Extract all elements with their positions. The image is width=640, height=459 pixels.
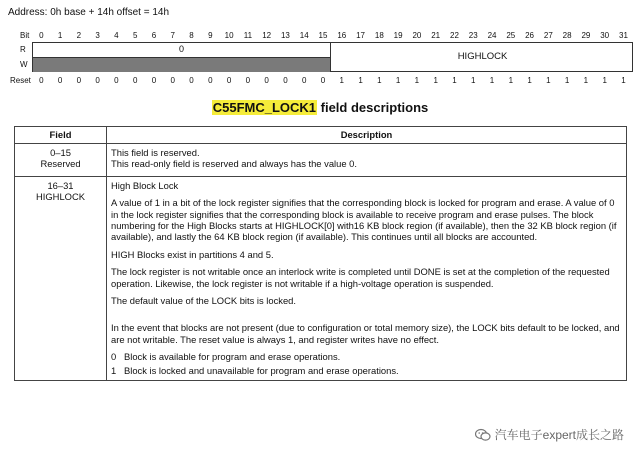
reset-value: 1 [452, 76, 457, 85]
reset-value: 0 [76, 76, 82, 85]
bit-number: 14 [299, 31, 309, 40]
reset-value: 0 [283, 76, 288, 85]
field-range: 16–31 [47, 179, 74, 191]
reset-value: 1 [583, 76, 589, 85]
description-paragraph: HIGH Blocks exist in partitions 4 and 5. [111, 248, 274, 260]
bit-number: 23 [468, 31, 478, 40]
bit-number: 30 [600, 31, 610, 40]
bit-label: Bit [20, 31, 30, 40]
description-paragraph: High Block Lock [111, 179, 179, 191]
title-suffix: field descriptions [317, 100, 429, 115]
bit-number: 29 [581, 31, 591, 40]
bit-number: 28 [562, 31, 572, 40]
reset-value: 0 [114, 76, 119, 85]
bit-number: 10 [224, 31, 234, 40]
description-paragraph: A value of 1 in a bit of the lock register signifies that the corresponding block is locked for program and erase. A value of 0 in the lock register signifies that the corresponding block is available to receive program and erase pulses. The block numbering for the High Blocks starts at HIGHLOCK[0] with16 KB block region (if available), then the 32 KB block region (if available), and lastly the 64 KB block region (if available). This continues until all blocks are accounted. [111, 197, 617, 243]
reset-value: 0 [170, 76, 175, 85]
bit-number: 21 [431, 31, 441, 40]
bit-number: 11 [243, 31, 253, 40]
bit-number: 20 [412, 31, 422, 40]
reset-value: 1 [433, 76, 438, 85]
reset-value: 1 [564, 76, 570, 85]
bit-number: 26 [525, 31, 535, 40]
value-code: 0 [111, 351, 117, 363]
reset-value: 0 [226, 76, 232, 85]
watermark [473, 426, 626, 443]
bit-number: 5 [132, 31, 138, 40]
reset-value: 0 [189, 76, 194, 85]
field-cell [15, 144, 107, 177]
field-descriptions-table [14, 126, 627, 381]
value-text: Block is available for program and erase operations. [124, 351, 341, 363]
value-row [111, 351, 622, 362]
reset-value: 0 [208, 76, 213, 85]
description-paragraph: The lock register is not writable once an interlock write is completed until DONE is set at the completion of the requested operation. Likewise, the lock register is not writable if a high-voltage operation is suspended. [111, 266, 610, 289]
table-row [15, 176, 627, 380]
reset-value: 0 [151, 76, 157, 85]
reset-value: 1 [358, 76, 363, 85]
bit-number: 16 [337, 31, 347, 40]
bit-number: 8 [189, 31, 194, 40]
bit-number: 1 [57, 31, 63, 40]
reset-value: 1 [339, 76, 344, 85]
bit-number: 17 [356, 31, 365, 40]
value-text: Block is locked and unavailable for program and erase operations. [124, 364, 399, 376]
read-label: R [20, 45, 26, 54]
register-bitfield-grid [32, 42, 633, 72]
bit-number: 24 [487, 31, 497, 40]
reset-value: 1 [377, 76, 382, 85]
field-name: Reserved [40, 158, 81, 170]
wechat-icon [475, 428, 491, 442]
reset-row [0, 76, 640, 88]
reset-value: 1 [527, 76, 532, 85]
bit-number: 31 [619, 31, 628, 40]
description-cell [107, 176, 627, 380]
reset-value: 1 [621, 76, 626, 85]
field-range: 0–15 [50, 147, 71, 158]
description-column-header: Description [107, 127, 627, 144]
description-paragraph: The default value of the LOCK bits is locked. [111, 295, 296, 307]
reset-value: 0 [132, 76, 138, 85]
bit-number: 9 [208, 31, 213, 40]
reset-value: 1 [395, 76, 401, 85]
field-column-header: Field [15, 127, 107, 144]
description-paragraph: In the event that blocks are not present (due to configuration or total memory size), the LOCK bits default to be locked, and are not writable. The reset value is always 1, and register writes have no effect. [111, 322, 620, 345]
reset-value: 1 [602, 76, 607, 85]
bit-number: 12 [262, 31, 272, 40]
section-title [0, 100, 640, 115]
bit-number: 27 [543, 31, 553, 40]
bit-number: 3 [95, 31, 100, 40]
reset-value: 0 [320, 76, 326, 85]
value-row [111, 365, 622, 376]
reset-value: 0 [57, 76, 63, 85]
bit-number: 18 [374, 31, 384, 40]
table-row [15, 144, 627, 177]
description-paragraph: This field is reserved. [111, 147, 200, 158]
description-cell [107, 144, 627, 177]
write-label: W [20, 60, 28, 69]
reset-value: 0 [301, 76, 307, 85]
reset-value: 1 [414, 76, 420, 85]
read-value-bits-0-15: 0 [178, 44, 184, 54]
reset-value: 0 [39, 76, 44, 85]
read-value-highlock: HIGHLOCK [457, 51, 508, 62]
reset-value: 0 [264, 76, 269, 85]
bit-number: 2 [76, 31, 82, 40]
reset-value: 1 [471, 76, 476, 85]
bit-number: 25 [506, 31, 516, 40]
reset-value: 1 [508, 76, 514, 85]
bit-number: 4 [114, 31, 119, 40]
register-name-highlight: C55FMC_LOCK1 [212, 100, 317, 115]
address-line: Address: 0h base + 14h offset = 14h [8, 7, 170, 18]
bit-number: 15 [318, 31, 328, 40]
bit-number: 19 [393, 31, 403, 40]
watermark-text: 汽车电子expert成长之路 [494, 428, 624, 442]
reset-value: 0 [245, 76, 251, 85]
field-name: HIGHLOCK [36, 191, 85, 203]
bit-number: 7 [170, 31, 175, 40]
reset-value: 1 [546, 76, 551, 85]
reset-value: 1 [489, 76, 495, 85]
write-reserved-fill [33, 58, 330, 72]
bit-number: 6 [151, 31, 157, 40]
field-cell [15, 176, 107, 380]
bit-number: 22 [450, 31, 459, 40]
bit-number: 13 [280, 31, 290, 40]
reset-label: Reset [10, 76, 31, 85]
reset-value: 0 [95, 76, 100, 85]
description-paragraph: This read-only field is reserved and always has the value 0. [111, 158, 357, 170]
value-code: 1 [111, 364, 117, 376]
table-header-row [15, 127, 627, 144]
bit-number: 0 [39, 31, 44, 40]
